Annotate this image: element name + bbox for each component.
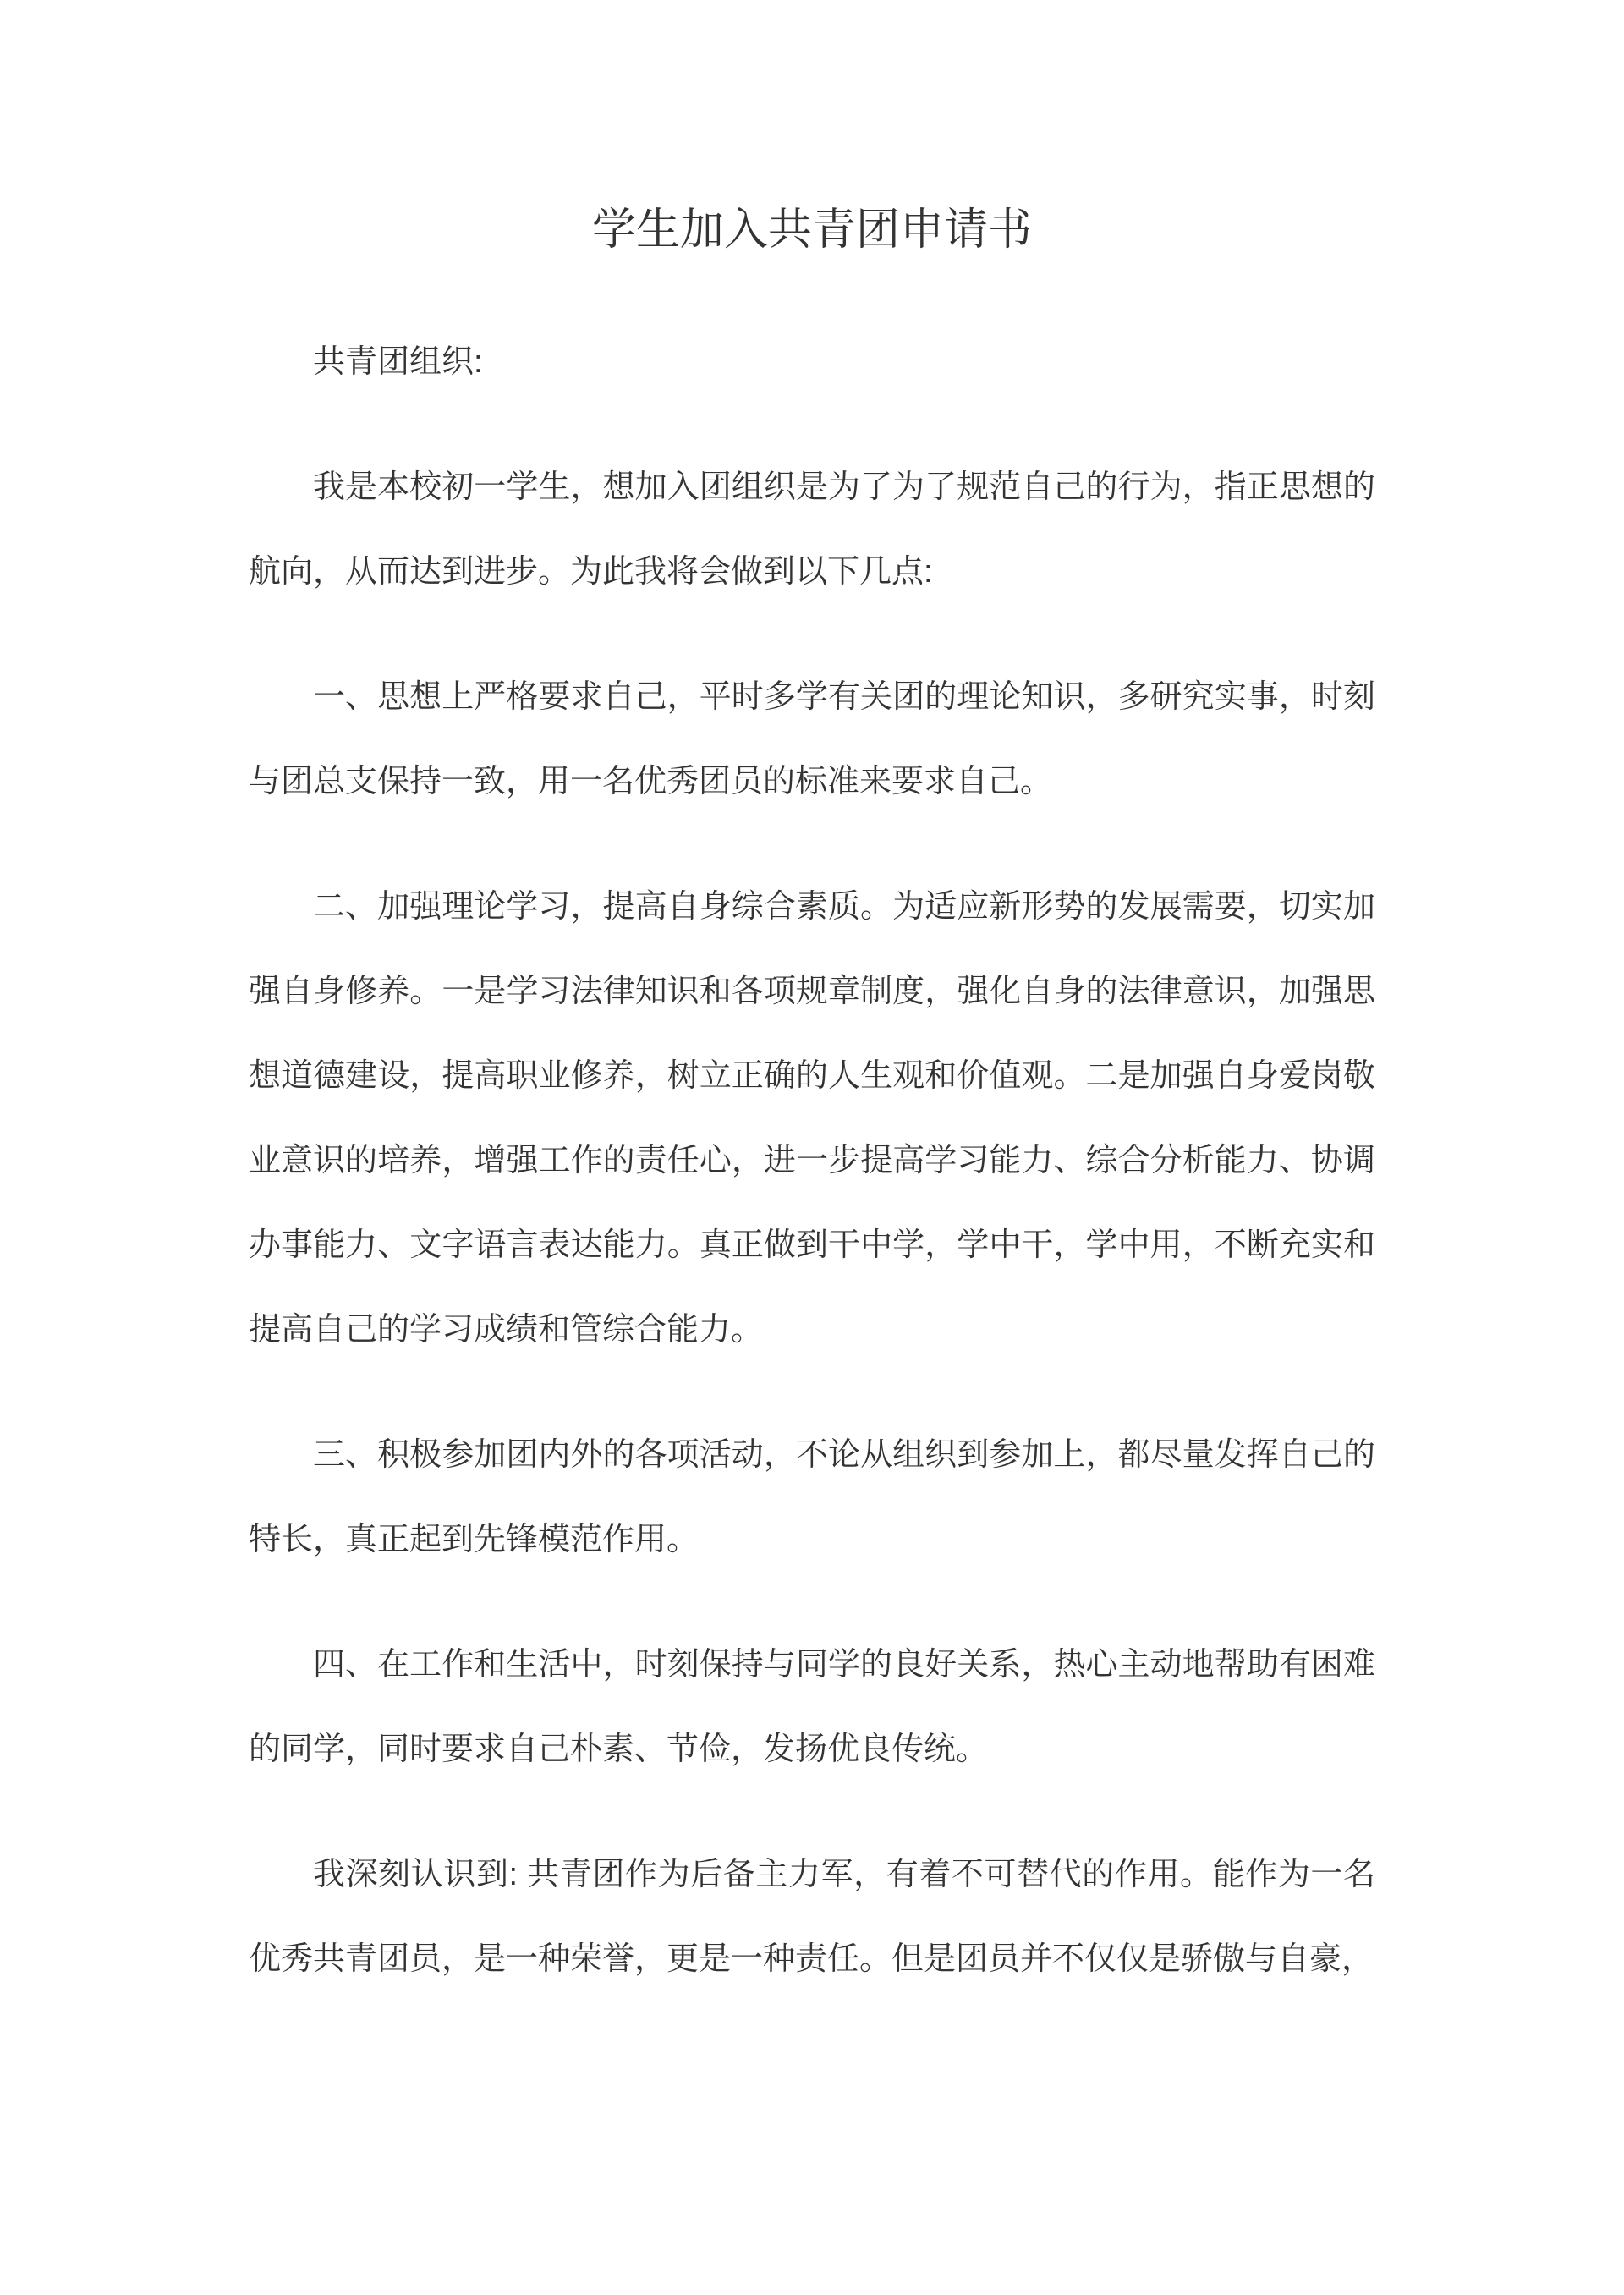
paragraph-point-1: 一、思想上严格要求自己，平时多学有关团的理论知识，多研究实事，时刻与团总支保持一致，用一名优秀团员的标准来要求自己。 <box>249 679 1375 799</box>
paragraph-point-3: 三、积极参加团内外的各项活动，不论从组织到参加上，都尽量发挥自己的特长，真正起到先锋模范作用。 <box>249 1437 1375 1557</box>
paragraph-intro: 我是本校初一学生，想加入团组织是为了为了规范自己的行为，指正思想的航向，从而达到进步。为此我将会做到以下几点: <box>249 469 1375 590</box>
paragraph-point-2: 二、加强理论学习，提高自身综合素质。为适应新形势的发展需要，切实加强自身修养。一是学习法律知识和各项规章制度，强化自身的法律意识，加强思想道德建设，提高职业修养，树立正确的人生观和价值观。二是加强自身爱岗敬业意识的培养，增强工作的责任心，进一步提高学习能力、综合分析能力、协调办事能力、文字语言表达能力。真正做到干中学，学中干，学中用，不断充实和提高自己的学习成绩和管综合能力。 <box>249 889 1375 1348</box>
paragraph-conclusion: 我深刻认识到: 共青团作为后备主力军，有着不可替代的作用。能作为一名优秀共青团员，是一种荣誉，更是一种责任。但是团员并不仅仅是骄傲与自豪， <box>249 1857 1375 1977</box>
document-title: 学生加入共青团申请书 <box>591 206 1032 255</box>
paragraph-point-4: 四、在工作和生活中，时刻保持与同学的良好关系，热心主动地帮助有困难的同学，同时要求自己朴素、节俭，发扬优良传统。 <box>249 1647 1375 1767</box>
salutation: 共青团组织: <box>313 344 483 380</box>
